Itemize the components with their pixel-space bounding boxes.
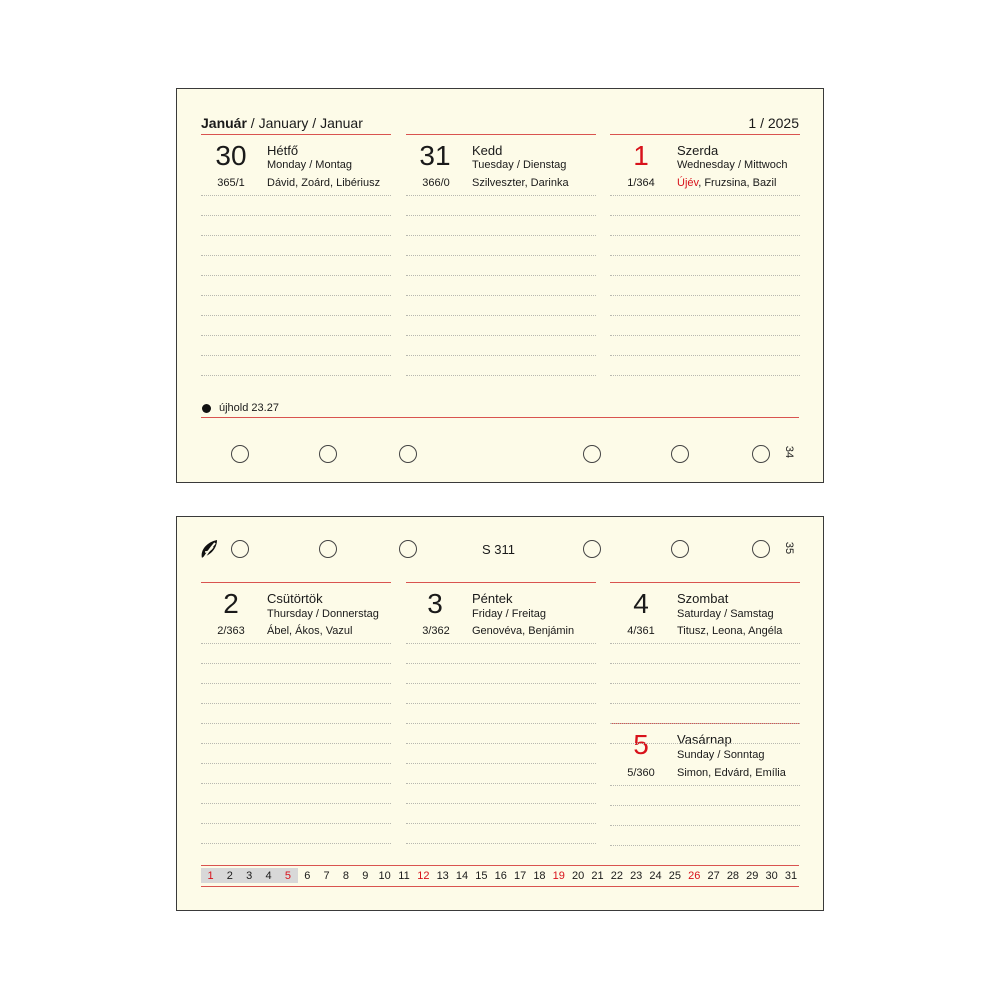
moon-phase-note: újhold 23.27	[219, 402, 279, 414]
writing-line	[610, 643, 800, 644]
writing-line	[610, 845, 800, 846]
month-strip-day: 17	[513, 870, 527, 882]
month-strip-day: 24	[649, 870, 662, 882]
day-name-translations: Saturday / Samstag	[677, 608, 774, 620]
name-days: Szilveszter, Darinka	[472, 177, 569, 189]
writing-line	[406, 703, 596, 704]
day-name: Csütörtök	[267, 591, 323, 606]
writing-line	[406, 783, 596, 784]
writing-line	[201, 783, 391, 784]
month-strip-day: 4	[265, 870, 272, 882]
writing-line	[201, 275, 391, 276]
month-strip-day: 30	[765, 870, 778, 882]
day-counter: 365/1	[217, 177, 245, 189]
writing-line	[610, 805, 800, 806]
month-strip-day: 3	[246, 870, 253, 882]
day-counter: 3/362	[422, 625, 450, 637]
month-strip-day: 23	[630, 870, 643, 882]
writing-line	[201, 723, 391, 724]
writing-line	[201, 703, 391, 704]
writing-line	[406, 295, 596, 296]
writing-line	[610, 355, 800, 356]
binder-hole	[671, 540, 689, 558]
day-name-translations: Tuesday / Dienstag	[472, 159, 567, 171]
month-strip-day: 13	[436, 870, 449, 882]
writing-line	[201, 643, 391, 644]
month-strip-day: 22	[610, 870, 623, 882]
day-number-holiday: 1	[633, 140, 649, 171]
month-strip-day: 15	[475, 870, 488, 882]
column-top-rule	[201, 582, 391, 583]
month-strip-day: 8	[342, 870, 349, 882]
writing-line	[406, 683, 596, 684]
page-number: 34	[783, 445, 796, 459]
writing-line	[610, 335, 800, 336]
writing-line	[610, 235, 800, 236]
day-counter: 1/364	[627, 177, 655, 189]
day-name: Péntek	[472, 591, 513, 606]
day-name-translations: Wednesday / Mittwoch	[677, 159, 788, 171]
page-number: 35	[783, 541, 796, 555]
binder-hole	[399, 445, 417, 463]
month-strip-day: 14	[455, 870, 469, 882]
month-strip-day: 29	[746, 870, 759, 882]
name-days: Dávid, Zoárd, Libériusz	[267, 177, 381, 189]
writing-line	[201, 763, 391, 764]
binder-hole	[671, 445, 689, 463]
writing-line	[406, 643, 596, 644]
writing-line	[610, 255, 800, 256]
binder-hole	[231, 540, 249, 558]
writing-line	[406, 803, 596, 804]
month-strip-day: 26	[688, 870, 701, 882]
column-top-rule	[610, 582, 800, 583]
writing-line	[610, 663, 800, 664]
writing-line	[201, 255, 391, 256]
writing-line	[610, 683, 800, 684]
day-counter: 366/0	[422, 177, 450, 189]
binder-hole	[583, 445, 601, 463]
writing-line	[406, 723, 596, 724]
day-name: Szombat	[677, 591, 729, 606]
month-strip-day: 9	[362, 870, 369, 882]
month-strip-day: 20	[572, 870, 585, 882]
month-day-strip	[201, 867, 799, 885]
day-name-translations: Sunday / Sonntag	[677, 749, 765, 761]
page-month-year: 1 / 2025	[748, 115, 799, 131]
name-days: Genovéva, Benjámin	[472, 625, 575, 637]
day-counter: 5/360	[627, 767, 655, 779]
month-strip-day: 27	[707, 870, 720, 882]
name-days: Újév, Fruzsina, Bazil	[677, 177, 777, 189]
writing-line	[406, 763, 596, 764]
day-name-translations: Monday / Montag	[267, 159, 352, 171]
day-number: 3	[427, 588, 443, 619]
column-top-rule	[201, 134, 391, 135]
writing-line	[610, 275, 800, 276]
writing-line	[201, 823, 391, 824]
writing-line	[201, 295, 391, 296]
month-strip-day: 6	[304, 870, 311, 882]
month-strip-day: 10	[378, 870, 391, 882]
writing-line	[610, 315, 800, 316]
column-top-rule	[610, 134, 800, 135]
writing-line	[406, 195, 596, 196]
writing-line	[610, 743, 800, 744]
writing-line	[406, 255, 596, 256]
month-strip-day: 11	[398, 870, 410, 882]
month-strip-bottom-rule	[201, 886, 799, 887]
bottom-rule	[201, 417, 799, 418]
month-strip-day: 5	[284, 870, 291, 882]
writing-line	[406, 663, 596, 664]
column-top-rule	[406, 134, 596, 135]
writing-line	[610, 195, 800, 196]
month-strip-day: 28	[726, 870, 740, 882]
writing-line	[406, 235, 596, 236]
binder-hole	[319, 445, 337, 463]
writing-line	[406, 315, 596, 316]
writing-line	[610, 375, 800, 376]
writing-line	[201, 235, 391, 236]
writing-line	[406, 375, 596, 376]
day-number: 31	[419, 140, 451, 171]
column-top-rule	[406, 582, 596, 583]
month-strip-day: 19	[552, 870, 565, 882]
writing-line	[406, 823, 596, 824]
day-name-translations: Thursday / Donnerstag	[267, 608, 379, 620]
planner-page-week-right	[176, 516, 824, 911]
binder-hole	[752, 540, 770, 558]
day-number-sunday: 5	[633, 729, 649, 760]
month-strip-top-rule	[201, 865, 799, 866]
writing-line	[406, 355, 596, 356]
month-strip-day: 1	[207, 870, 214, 882]
month-strip-day: 21	[591, 870, 604, 882]
month-strip-day: 31	[784, 870, 798, 882]
holiday-name: Újév	[677, 177, 699, 189]
month-strip-day: 18	[533, 870, 546, 882]
writing-line	[406, 335, 596, 336]
binder-hole	[319, 540, 337, 558]
writing-line	[610, 825, 800, 826]
month-strip-day: 2	[226, 870, 233, 882]
binder-hole	[752, 445, 770, 463]
writing-line	[201, 195, 391, 196]
month-strip-day: 7	[323, 870, 330, 882]
day-number: 30	[215, 140, 247, 171]
product-code: S 311	[482, 542, 516, 557]
binder-hole	[399, 540, 417, 558]
writing-line	[406, 275, 596, 276]
day-name: Vasárnap	[677, 732, 732, 747]
writing-line	[201, 375, 391, 376]
name-days: Titusz, Leona, Angéla	[677, 625, 783, 637]
month-strip-day: 25	[668, 870, 682, 882]
day-name-translations: Friday / Freitag	[472, 608, 546, 620]
day-name: Szerda	[677, 143, 719, 158]
day-number: 2	[223, 588, 239, 619]
name-days: Ábel, Ákos, Vazul	[267, 625, 353, 637]
new-moon-icon	[202, 404, 211, 413]
page-month-title: Január / January / Januar	[201, 115, 363, 131]
month-strip-day: 16	[494, 870, 507, 882]
day-counter: 4/361	[627, 625, 655, 637]
writing-line	[610, 215, 800, 216]
binder-hole	[583, 540, 601, 558]
writing-line	[201, 663, 391, 664]
day-name: Hétfő	[267, 143, 299, 158]
writing-line	[201, 215, 391, 216]
writing-line	[610, 295, 800, 296]
leaf-logo-icon	[199, 538, 219, 565]
writing-line	[201, 843, 391, 844]
writing-line	[201, 315, 391, 316]
writing-line	[406, 743, 596, 744]
binder-hole	[231, 445, 249, 463]
name-days: Simon, Edvárd, Emília	[677, 767, 786, 779]
writing-line	[406, 843, 596, 844]
day-name: Kedd	[472, 143, 503, 158]
writing-line	[201, 683, 391, 684]
writing-line	[610, 723, 800, 724]
writing-line	[201, 335, 391, 336]
writing-line	[201, 743, 391, 744]
writing-line	[610, 785, 800, 786]
writing-line	[610, 703, 800, 704]
day-number: 4	[633, 588, 649, 619]
day-counter: 2/363	[217, 625, 245, 637]
month-strip-day: 12	[417, 870, 430, 882]
writing-line	[406, 215, 596, 216]
writing-line	[201, 803, 391, 804]
planner-page-week-left	[176, 88, 824, 483]
writing-line	[201, 355, 391, 356]
